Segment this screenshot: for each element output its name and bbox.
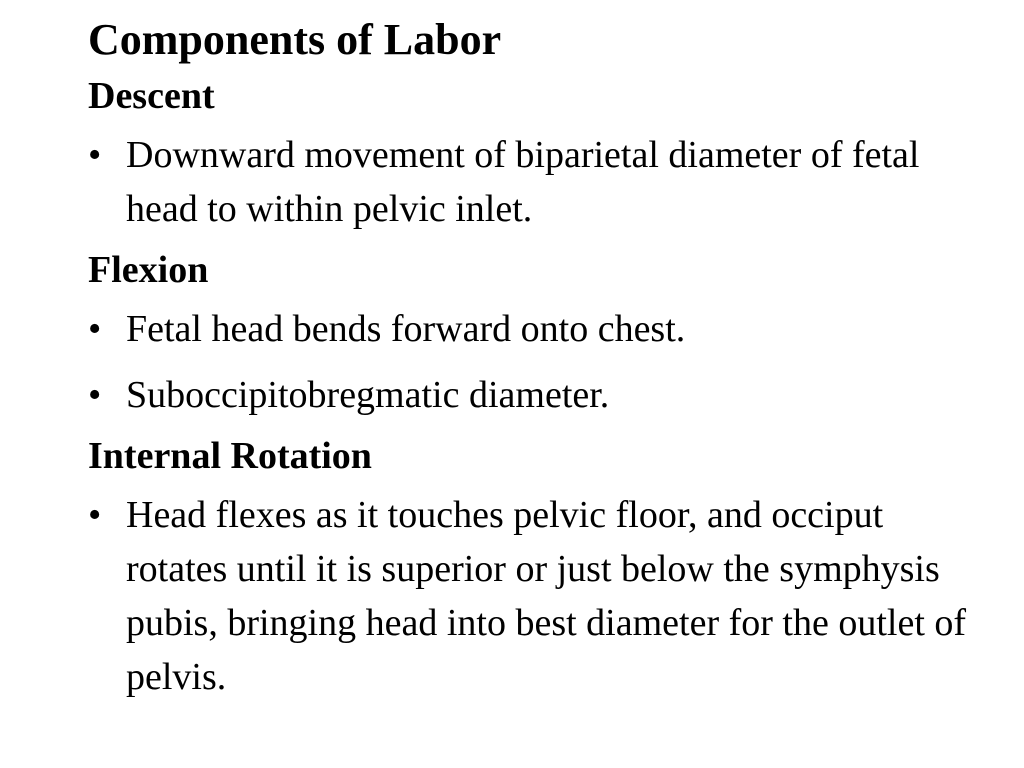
section-internal-rotation <box>88 434 988 704</box>
bullet-text: Head flexes as it touches pelvic floor, and occiput rotates until it is superior or just below the symphysis pubis, bringing head into best diameter for the outlet of pelvis. <box>126 494 967 698</box>
section-heading: Flexion <box>88 249 209 291</box>
bullet-text: Suboccipitobregmatic diameter. <box>126 374 610 416</box>
bullet-item <box>88 368 988 422</box>
slide <box>88 12 988 716</box>
bullet-dot-icon: • <box>88 374 102 416</box>
bullet-text: Downward movement of biparietal diameter of fetal head to within pelvic inlet. <box>126 134 920 230</box>
bullet-item <box>88 488 988 704</box>
bullet-item <box>88 302 988 356</box>
section-heading: Internal Rotation <box>88 435 372 477</box>
slide-title: Components of Labor <box>88 15 502 64</box>
bullet-dot-icon: • <box>88 134 102 176</box>
bullet-item <box>88 128 988 236</box>
section-descent <box>88 74 988 236</box>
bullet-dot-icon: • <box>88 308 102 350</box>
bullet-dot-icon: • <box>88 494 102 536</box>
section-heading: Descent <box>88 75 215 117</box>
bullet-text: Fetal head bends forward onto chest. <box>126 308 686 350</box>
section-flexion <box>88 248 988 422</box>
